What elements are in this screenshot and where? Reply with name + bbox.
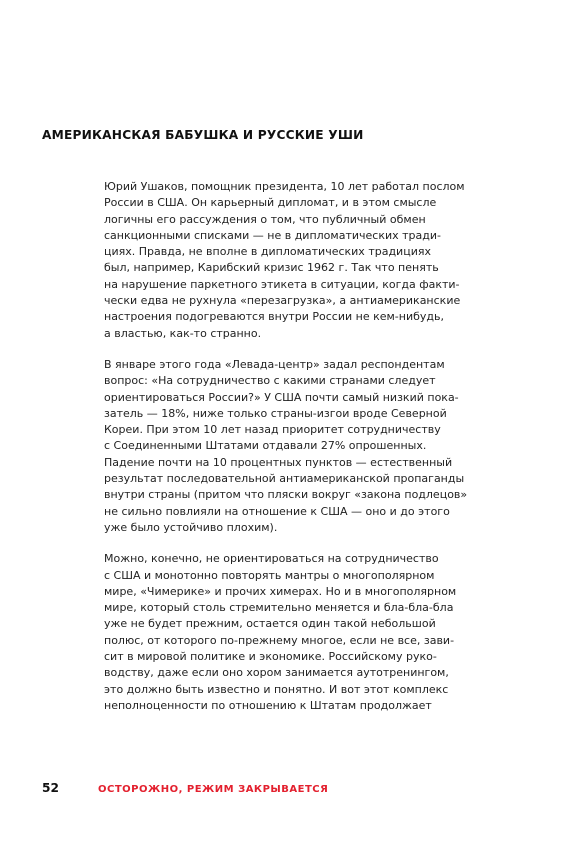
text-line: водству, даже если оно хором занимается аутотренингом,	[104, 666, 449, 680]
text-line: результат последовательной антиамериканской пропаганды	[104, 472, 465, 486]
page-number: 52	[42, 781, 59, 795]
paragraph	[104, 179, 496, 342]
text-line: был, например, Карибский кризис 1962 г. Так что пенять	[104, 261, 439, 275]
text-line: ориентироваться России?» У США почти самый низкий пока-	[104, 390, 459, 404]
text-line: настроения подогреваются внутри России не кем-нибудь,	[104, 310, 444, 324]
text-line: мире, который столь стремительно меняется и бла-бла-бла	[104, 601, 454, 615]
text-line: вопрос: «На сотрудничество с какими странами следует	[104, 374, 436, 388]
text-line: санкционными списками — не в дипломатических тради-	[104, 228, 441, 242]
text-line: В январе этого года «Левада-центр» задал респондентам	[104, 357, 445, 371]
text-line: Юрий Ушаков, помощник президента, 10 лет работал послом	[104, 180, 465, 193]
text-line: с США и монотонно повторять мантры о многополярном	[104, 568, 435, 582]
text-line: циях. Правда, не вполне в дипломатических традициях	[104, 245, 431, 259]
text-line: логичны его рассуждения о том, что публичный обмен	[104, 212, 426, 226]
text-line: чески едва не рухнула «перезагрузка», а антиамериканские	[104, 294, 461, 308]
text-line: России в США. Он карьерный дипломат, и в этом смысле	[104, 196, 437, 210]
chapter-heading: АМЕРИКАНСКАЯ БАБУШКА И РУССКИЕ УШИ	[42, 128, 364, 142]
body-text	[104, 179, 496, 729]
text-line: это должно быть известно и понятно. И вот этот комплекс	[104, 682, 449, 696]
text-line: Кореи. При этом 10 лет назад приоритет сотрудничеству	[104, 423, 441, 437]
text-line: мире, «Чимерике» и прочих химерах. Но и в многополярном	[104, 584, 457, 598]
text-line: а властью, как-то странно.	[104, 326, 262, 340]
text-line: с Соединенными Штатами отдавали 27% опрошенных.	[104, 439, 427, 453]
text-line: не сильно повлияли на отношение к США — оно и до этого	[104, 504, 450, 518]
text-line: неполноценности по отношению к Штатам продолжает	[104, 698, 432, 712]
text-line: полюс, от которого по-прежнему многое, если не все, зави-	[104, 633, 455, 647]
paragraph	[104, 357, 496, 536]
text-line: сит в мировой политике и экономике. Российскому руко-	[104, 650, 437, 664]
page-footer	[42, 781, 328, 795]
text-line: внутри страны (притом что пляски вокруг «закона подлецов»	[104, 488, 468, 502]
text-line: уже было устойчиво плохим).	[104, 520, 278, 534]
text-line: уже не будет прежним, остается один такой небольшой	[104, 617, 436, 631]
text-line: Можно, конечно, не ориентироваться на сотрудничество	[104, 552, 439, 566]
text-line: затель — 18%, ниже только страны-изгои вроде Северной	[104, 406, 447, 420]
running-title: ОСТОРОЖНО, РЕЖИМ ЗАКРЫВАЕТСЯ	[98, 784, 329, 795]
text-line: Падение почти на 10 процентных пунктов — естественный	[104, 455, 453, 469]
text-line: на нарушение паркетного этикета в ситуации, когда факти-	[104, 277, 460, 291]
paragraph	[104, 551, 496, 714]
